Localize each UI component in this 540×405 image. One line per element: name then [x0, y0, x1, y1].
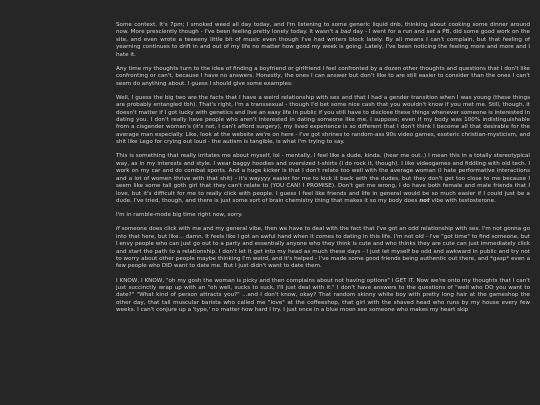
paragraph-irritation — [116, 153, 530, 205]
text-run: vibe with testosterone. — [429, 197, 496, 204]
emphasis-text: If — [116, 226, 120, 233]
paragraph-ramble: I'm in ramble-mode big time right now, sorry. — [116, 212, 243, 219]
emphasis-text: not — [419, 197, 430, 204]
text-run: Some context. It's 7pm; I smoked weed all day today, and I'm listening to some generic liquid dnb, thinking about cooking some dinner around now. More presciently though - I've been feeling pretty lonely today. It wasn't a — [116, 22, 530, 36]
text-run: someone does click with me and my general vibe, then we have to deal with the fact that I've got an odd relationship with sex. I'm not gonna go into that here, but like... damn. It feels like I got an awful hand when it comes to dating in this life. I'm not old - I've "got time" to find someone, but I envy people who can just go out to a party and essentially anyone who they think is cute and who thinks they are cute can just immediately click and start the path to a relationship. I don't let it get into my head as much these days - I just let myself be odd and awkward in public and try not to worry about other people maybe thinking I'm weird, and it's helped - I've made some good friends being authentic out there, and *gasp* even a few people who DID want to date me. But I just didn't want to date them. — [116, 226, 530, 270]
text-run: This is something that really irritates me about myself, lol - mentally, I feel like a dude, kinda. (hear me out..) I mean this in a totally stereotypical way, as in my interests and style. I wear baggy hoodies and oversized t-shirts (I do rock it, though). I like videogames and fiddling with old tech. I work on my car and do combat sports. And a huge kicker is that I don't relate too well with the average woman (I hate performative interactions and a lot of women thrive with that shit) - it's wayyyy easier for me to kick it back with the dudes, but they don't get too close to me because I seem like some tall goth girl that they can't relate to (YOU CAN! I PROMISE). Don't get me wrong, I do have both female and male friends that I love, but it's difficult for me to really click with people. I guess I feel like friends and life in general would be so much easier if I could just be a dude. I've tried, though, and there is just some sort of brain chemistry thing that makes it so my body does — [116, 153, 530, 204]
text-run: day - I went for a run and set a PB, did some good work on the site, and even wrote a teeeeny little bit of music even though I've had writers block lately. By all means I can't complain, but that feeling of yearning continues to drift in and out of my life no matter how good my week is going. Lately, I've been noticing the feeling more and more and I hate it. — [116, 29, 530, 58]
paragraph-click — [116, 226, 530, 270]
paragraph-i-know: I KNOW, I KNOW, "oh my gosh the woman is picky and then complains about not having options" I GET IT. Now we're onto my thoughts that I can't just succinctly wrap up with an "oh well, sucks to suck, I'll just deal with it." I don't have answers to the questions of "well who DO you want to date?" "What kind of person attracts you?" ...and I don't know, okay? That random skinny white boy with pretty long hair at the gameshop the other day, that tall muscular barista who called me "love" at the coffeeshop, that girl with the shaved head who runs by my house every few weeks. I can't conjure up a 'type,' no matter how hard I try. I just once in a blue moon see someone who makes my heart skip — [116, 277, 530, 314]
paragraph-intro — [116, 22, 530, 59]
blog-post-body — [116, 22, 530, 321]
emphasis-text: bad — [340, 29, 351, 36]
paragraph-big-two: Well, I guess the big two are the facts that I have a weird relationship with sex and that I had a gender transition when I was young (these things are probably entangled tbh). That's right, I'm a transsexual - though I'd bet some nice cash that you wouldn't know if you met me. Still, though, it doesn't matter if I got lucky with genetics and live an easy life in public if you still have to disclose these things whenever someone is interested in dating you. I don't really have people who aren't interested in dating someone like me, I suppose; even if my body was 100% indistinguishable from a cisgender woman's (it's not, I can't afford surgery), my lived experience is so different that I don't think I become all that desirable for the average man especially. Like, look at the website we're on here - I've got shrines to random-ass 90s video games, esoteric christian-mysticism, and shit like Lego for crying out loud - the autism is tangible, is what I'm trying to say. — [116, 94, 531, 146]
paragraph-thoughts: Any time my thoughts turn to the idea of finding a boyfriend or girlfriend I feel confronted by a dozen other thoughts and questions that I don't like confronting or can't, because I have no answers. Honestly, the ones I can answer but don't like to are still easier to consider than the ones I can't seem do anything about. I guess I should give some examples: — [116, 65, 530, 87]
